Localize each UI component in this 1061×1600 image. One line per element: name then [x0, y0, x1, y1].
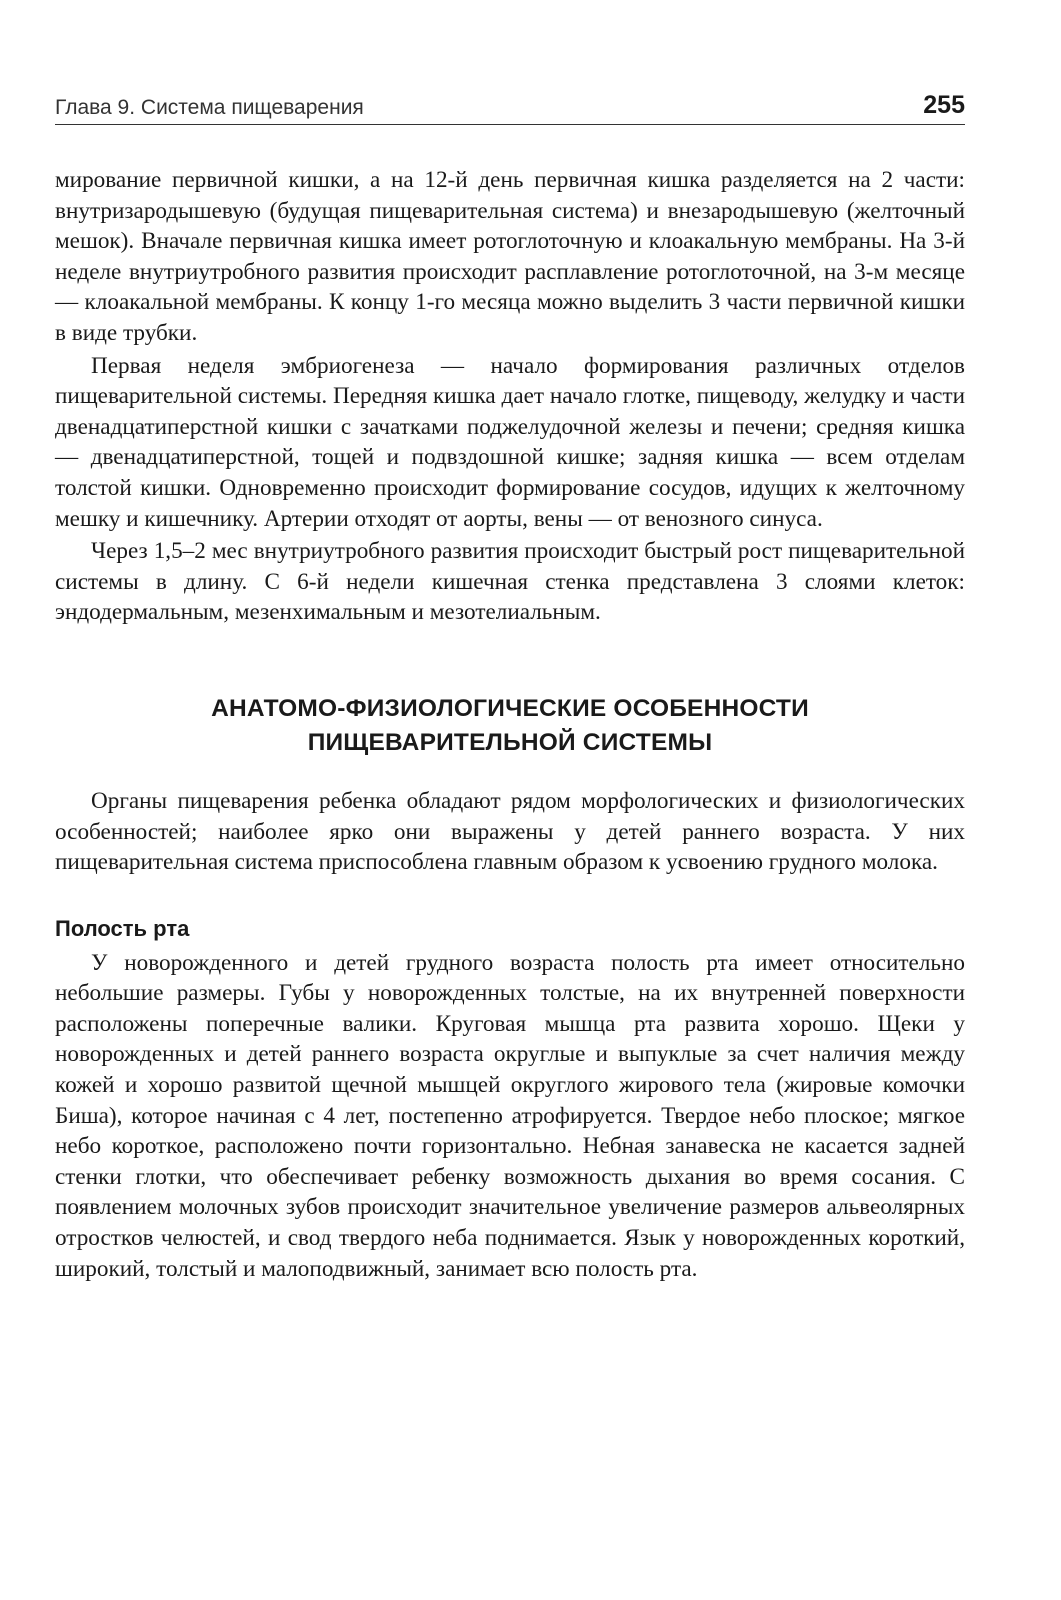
- subsection-paragraph: У новорожденного и детей грудного возраста полость рта имеет относительно небольшие размеры. Губы у новорожденных толстые, на их внутренней поверхности расположены поперечные валики. Круговая мышца рта развита хорошо. Щеки у новорожденных и детей раннего возраста округлые и выпуклые за счет наличия между кожей и хорошо развитой щечной мышцей округлого жирового тела (жировые комочки Биша), которое начиная с 4 лет, постепенно атрофируется. Твердое небо плоское; мягкое небо короткое, расположено почти горизонтально. Небная занавеска не касается задней стенки глотки, что обеспечивает ребенку возможность дыхания во время сосания. С появлением молочных зубов происходит значительное увеличение размеров альвеолярных отростков челюстей, и свод твердого неба поднимается. Язык у новорожденных короткий, широкий, толстый и малоподвижный, занимает всю полость рта.: [55, 949, 965, 1282]
- section-intro-paragraph: Органы пищеварения ребенка обладают рядом морфологических и физиологических особенностей; наиболее ярко они выражены у детей раннего возраста. У них пищеварительная система приспособлена главным образом к усвоению грудного молока.: [55, 787, 965, 876]
- section-heading-line1: АНАТОМО-ФИЗИОЛОГИЧЕСКИЕ ОСОБЕННОСТИ: [211, 694, 809, 722]
- paragraph-continued: мирование первичной кишки, а на 12-й день первичная кишка разделяется на 2 части: внутризародышевую (будущая пищеварительная система) и внезародышевую (желточный мешок). Вначале первичная кишка имеет ротоглоточную и клоакальную мембраны. На 3-й неделе внутриутробного развития происходит расплавление ротоглоточной, на 3-м месяце — клоакальной мембраны. К концу 1-го месяца можно выделить 3 части первичной кишки в виде трубки.: [55, 167, 965, 346]
- running-header: [55, 86, 965, 125]
- chapter-title: Глава 9. Система пищеварения: [55, 96, 364, 119]
- paragraph-embryogenesis: Первая неделя эмбриогенеза — начало формирования различных отделов пищеварительной системы. Передняя кишка дает начало глотке, пищеводу, желудку и части двенадцатиперстной кишки с зачатками поджелудочной железы и печени; средняя кишка — двенадцатиперстной, тощей и подвздошной кишке; задняя кишка — всем отделам толстой кишки. Одновременно происходит формирование сосудов, идущих к желточному мешку и кишечнику. Артерии отходят от аорты, вены — от венозного синуса.: [55, 352, 965, 532]
- paragraph-growth: Через 1,5–2 мес внутриутробного развития происходит быстрый рост пищеварительной системы в длину. С 6-й недели кишечная стенка представлена 3 слоями клеток: эндодермальным, мезенхимальным и мезотелиальным.: [55, 538, 965, 626]
- section-heading: [55, 692, 965, 760]
- section-heading-line2: ПИЩЕВАРИТЕЛЬНОЙ СИСТЕМЫ: [307, 728, 713, 756]
- subsection-heading: Полость рта: [55, 915, 190, 941]
- book-page: [55, 86, 965, 1284]
- page-number: 255: [923, 91, 965, 119]
